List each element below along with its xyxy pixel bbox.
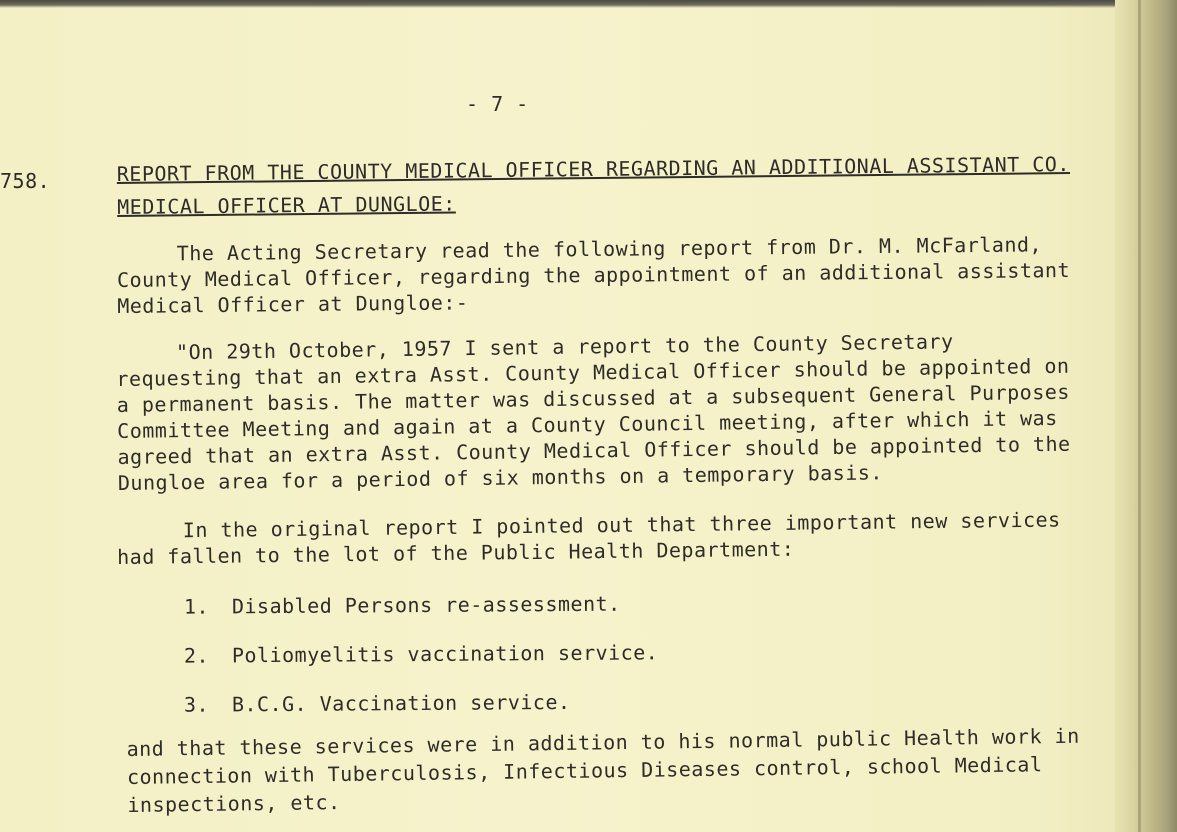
paragraph-report-quote: "On 29th October, 1957 I sent a report to the County Secretary requesting that an extra Asst. County Medical Officer should be appointed on a permanent basis. The matter was discussed at a subsequent General Purposes Committee Meeting and again at a County Council meeting, after which it was agreed that an extra Asst. County Medical Officer should be appointed to the Dungloe area for a period of six months on a temporary basis.: [116, 329, 1071, 495]
list-item: [184, 641, 659, 693]
list-item-text: B.C.G. Vaccination service.: [231, 689, 571, 717]
page-top-edge: [0, 0, 1177, 8]
item-number: 758.: [0, 169, 51, 193]
list-item-number: 1.: [183, 594, 210, 619]
page-number: - 7 -: [466, 92, 529, 116]
book-binding: [1115, 0, 1177, 832]
paragraph-closing: and that these services were in addition to his normal public Health work in connection with Tuberculosis, Infectious Diseases control, school Medical inspections, etc.: [126, 723, 1080, 817]
paragraph-intro: The Acting Secretary read the following report from Dr. M. McFarland, County Medical Officer, regarding the appointment of an additional assistant Medical Officer at Dungloe:-: [116, 232, 1071, 318]
list-item: [184, 592, 659, 644]
list-item-text: Poliomyelitis vaccination service.: [231, 640, 659, 668]
paragraph-new-services: In the original report I pointed out that three important new services had fallen to the lot of the Public Health Department:: [117, 507, 1061, 569]
report-heading: REPORT FROM THE COUNTY MEDICAL OFFICER REGARDING AN ADDITIONAL ASSISTANT CO. MEDICAL OFFICER AT DUNGLOE:: [116, 152, 1071, 219]
list-item-number: 2.: [183, 643, 210, 668]
binding-fold-line: [1138, 0, 1141, 832]
services-list: [183, 591, 659, 741]
list-item-number: 3.: [183, 692, 210, 717]
list-item-text: Disabled Persons re-assessment.: [231, 591, 621, 619]
